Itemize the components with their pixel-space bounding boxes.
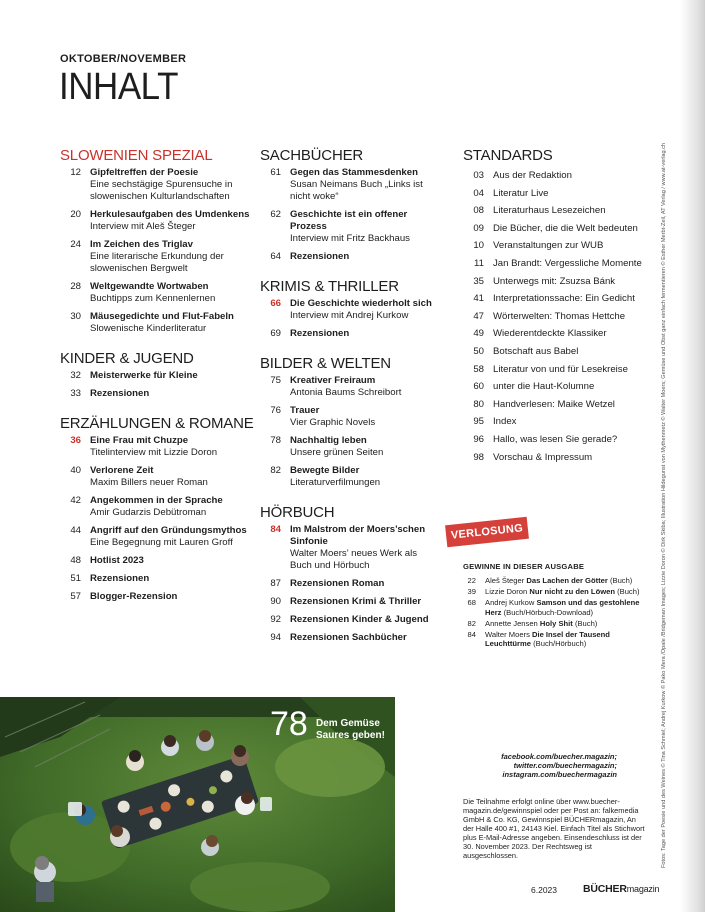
toc-entry[interactable]: [60, 370, 256, 382]
entry-subtitle: Interview mit Fritz Backhaus: [290, 233, 410, 244]
toc-entry[interactable]: [60, 388, 256, 400]
standards-entry[interactable]: [463, 416, 673, 428]
entry-page-number: 69: [270, 328, 281, 339]
toc-section: [260, 147, 438, 263]
issue-number: 6.2023: [531, 885, 557, 895]
standards-page-number: 10: [473, 240, 484, 252]
standards-label: Veranstaltungen zur WUB: [493, 240, 604, 252]
entry-subtitle: Interview mit Aleš Šteger: [90, 221, 196, 232]
entry-subtitle: Interview mit Andrej Kurkow: [290, 310, 409, 321]
standards-label: Handverlesen: Maike Wetzel: [493, 398, 615, 410]
photo-caption-line-2: Saures geben!: [316, 730, 385, 741]
entry-page-number: 12: [70, 167, 81, 178]
entry-page-number: 20: [70, 209, 81, 220]
entry-title: Bewegte Bilder: [290, 465, 360, 476]
giveaway-page-number: 68: [467, 598, 476, 607]
entry-title: Eine Frau mit Chuzpe: [90, 435, 189, 446]
entry-title: Angekommen in der Sprache: [90, 495, 223, 506]
issue-month: OKTOBER/NOVEMBER: [60, 53, 187, 65]
entry-page-number: 90: [270, 596, 281, 607]
standards-entry[interactable]: [463, 346, 673, 358]
toc-section: [260, 278, 438, 340]
giveaway-title: Samson und das gestohlene Herz: [485, 598, 640, 617]
standards-label: Vorschau & Impressum: [493, 451, 593, 463]
page-title: INHALT: [59, 66, 178, 108]
entry-page-number: 75: [270, 375, 281, 386]
entry-page-number: 48: [70, 555, 81, 566]
section-heading: HÖRBUCH: [260, 504, 335, 521]
toc-section: [260, 355, 438, 489]
giveaway-page-number: 84: [467, 629, 476, 639]
giveaway-terms: Die Teilnahme erfolgt online über www.buecher-magazin.de/gewinnspiel oder per Post an: falkemedia GmbH & Co. KG, Gewinnspiel BÜCHERmagazin, An der Halle 400 #1, 24143 Kiel. Einfach Titel als Stichwort plus E-Mail-Adresse angeben. Einsendeschluss ist der 30. November 2023. Der Rechtsweg ist ausgeschlossen.: [463, 797, 645, 860]
entry-page-number: 78: [270, 435, 281, 446]
standards-label: Wiederentdeckte Klassiker: [493, 328, 607, 340]
toc-entry[interactable]: [260, 614, 438, 626]
standards-entry[interactable]: [463, 188, 673, 200]
standards-label: Literatur von und für Lesekreise: [493, 363, 628, 375]
standards-label: Jan Brandt: Vergessliche Momente: [493, 257, 642, 269]
photo-page-number: 78: [270, 705, 308, 743]
standards-page-number: 95: [473, 416, 484, 428]
entry-title: Mäusegedichte und Flut-Fabeln: [90, 311, 234, 322]
entry-title: Weltgewandte Wortwaben: [90, 281, 209, 292]
standards-entry[interactable]: [463, 240, 673, 252]
entry-title: Trauer: [290, 405, 320, 416]
entry-page-number: 51: [70, 573, 81, 584]
giveaway-page-number: 22: [467, 576, 476, 585]
standards-label: Aus der Redaktion: [493, 170, 572, 181]
entry-subtitle: Susan Neimans Buch „Links ist nicht woke“: [290, 179, 423, 202]
entry-page-number: 61: [270, 167, 281, 178]
toc-column-middle: [260, 147, 438, 659]
giveaway-stamp: VERLOSUNG: [445, 517, 529, 547]
entry-page-number: 32: [70, 370, 81, 381]
giveaway-format: (Buch): [609, 576, 633, 585]
entry-title: Rezensionen Roman: [290, 578, 385, 589]
standards-label: unter die Haut-Kolumne: [493, 381, 595, 393]
toc-entry[interactable]: [60, 465, 256, 489]
entry-title: Rezensionen: [290, 328, 350, 339]
standards-entry[interactable]: [463, 223, 673, 235]
giveaway-entry: [463, 587, 643, 597]
toc-section: [260, 504, 438, 644]
entry-subtitle: Unsere grünen Seiten: [290, 447, 384, 458]
giveaway-entry: [463, 598, 643, 617]
standards-page-number: 50: [473, 345, 484, 357]
toc-entry[interactable]: [60, 525, 256, 549]
standards-list: [463, 170, 673, 464]
entry-page-number: 44: [70, 525, 81, 536]
toc-column-standards: [463, 147, 673, 469]
entry-page-number: 87: [270, 578, 281, 589]
entry-page-number: 24: [70, 239, 81, 250]
toc-entry[interactable]: [60, 167, 256, 203]
standards-entry[interactable]: [463, 276, 673, 288]
entry-subtitle: Titelinterview mit Lizzie Doron: [90, 447, 218, 458]
entry-page-number: 57: [70, 591, 81, 602]
giveaway-format: (Buch): [574, 618, 598, 628]
giveaway-entry: [463, 630, 643, 649]
entry-page-number: 92: [270, 614, 281, 625]
giveaway-page-number: 82: [467, 618, 476, 628]
entry-title: Rezensionen Krimi & Thriller: [290, 596, 422, 607]
entry-page-number: 66: [270, 298, 281, 309]
entry-subtitle: Slowenische Kinderliteratur: [90, 323, 207, 334]
entry-title: Geschichte ist ein offener Prozess: [290, 209, 408, 232]
entry-page-number: 40: [70, 465, 81, 476]
standards-entry[interactable]: [463, 364, 673, 376]
entry-title: Hotlist 2023: [90, 555, 144, 566]
toc-entry[interactable]: [60, 573, 256, 585]
toc-entry[interactable]: [260, 596, 438, 608]
standards-label: Index: [493, 416, 517, 428]
entry-title: Rezensionen: [290, 251, 350, 262]
entry-page-number: 82: [270, 465, 281, 476]
standards-label: Die Bücher, die die Welt bedeuten: [493, 222, 638, 234]
entry-title: Gipfeltreffen der Poesie: [90, 167, 199, 178]
toc-entry[interactable]: [260, 298, 438, 322]
entry-page-number: 64: [270, 251, 281, 262]
entry-title: Nachhaltig leben: [290, 435, 367, 446]
entry-title: Gegen das Stammesdenken: [290, 167, 418, 178]
standards-entry[interactable]: [463, 399, 673, 411]
entry-title: Blogger-Rezension: [90, 591, 178, 602]
standards-page-number: 08: [473, 205, 484, 217]
standards-page-number: 80: [473, 398, 484, 410]
toc-entry[interactable]: [260, 209, 438, 245]
standards-entry[interactable]: [463, 328, 673, 340]
entry-subtitle: Amir Gudarzis Debütroman: [90, 507, 207, 518]
photo-caption: [316, 718, 385, 742]
entry-title: Die Geschichte wiederholt sich: [290, 298, 432, 309]
entry-subtitle: Buchtipps zum Kennenlernen: [90, 293, 216, 304]
toc-entry[interactable]: [260, 251, 438, 263]
toc-entry[interactable]: [60, 555, 256, 567]
facebook-link[interactable]: facebook.com/buecher.magazin;: [501, 752, 617, 761]
entry-title: Rezensionen: [90, 573, 150, 584]
section-heading: BILDER & WELTEN: [260, 355, 391, 372]
giveaway-title: Holy Shit: [539, 618, 573, 628]
toc-entry[interactable]: [260, 435, 438, 459]
standards-page-number: 11: [474, 257, 484, 269]
section-heading: KRIMIS & THRILLER: [260, 278, 399, 295]
standards-entry[interactable]: [463, 205, 673, 217]
giveaway-title: Nur nicht zu den Löwen: [529, 587, 615, 596]
twitter-link[interactable]: twitter.com/buechermagazin;: [513, 761, 617, 770]
toc-entry[interactable]: [60, 311, 256, 335]
standards-entry[interactable]: [463, 311, 673, 323]
toc-entry[interactable]: [260, 578, 438, 590]
giveaway-format: (Buch/Hörbuch): [533, 639, 587, 648]
entry-page-number: 36: [70, 435, 81, 446]
brand-name: BÜCHER: [583, 883, 627, 895]
photo-caption-line-1: Dem Gemüse: [316, 718, 380, 729]
standards-entry[interactable]: [463, 293, 673, 305]
toc-entry[interactable]: [260, 524, 438, 572]
social-links: [499, 752, 617, 779]
entry-subtitle: Eine literarische Erkundung der slowenischen Bergwelt: [90, 251, 224, 274]
section-heading-standards: STANDARDS: [463, 147, 553, 164]
giveaway-format: (Buch/Hörbuch-Download): [503, 607, 594, 617]
entry-title: Herkulesaufgaben des Umdenkens: [90, 209, 250, 220]
section-heading: SACHBÜCHER: [260, 147, 364, 164]
standards-label: Hallo, was lesen Sie gerade?: [493, 433, 618, 445]
instagram-link[interactable]: instagram.com/buechermagazin: [502, 770, 617, 779]
giveaway-author: Aleš Šteger: [485, 576, 525, 585]
giveaway-entry: [463, 619, 643, 629]
standards-page-number: 58: [473, 363, 484, 375]
giveaway-author: Lizzie Doron: [485, 587, 528, 596]
entry-subtitle: Antonia Baums Schreibort: [290, 387, 402, 398]
section-heading: ERZÄHLUNGEN & ROMANE: [60, 415, 254, 432]
standards-page-number: 41: [473, 293, 484, 305]
entry-page-number: 94: [270, 632, 281, 643]
toc-entry[interactable]: [60, 591, 256, 603]
giveaway-title: Das Lachen der Götter: [526, 576, 608, 585]
standards-page-number: 47: [473, 310, 484, 322]
standards-page-number: 03: [473, 170, 484, 181]
standards-entry[interactable]: [463, 381, 673, 393]
giveaway-list: [463, 576, 643, 650]
toc-entry[interactable]: [260, 465, 438, 489]
standards-entry[interactable]: [463, 170, 673, 182]
entry-page-number: 84: [270, 524, 281, 535]
entry-page-number: 28: [70, 281, 81, 292]
toc-entry[interactable]: [260, 167, 438, 203]
page-edge-shadow: [680, 0, 705, 912]
giveaway-entry: [463, 576, 643, 586]
section-heading: SLOWENIEN SPEZIAL: [60, 147, 213, 164]
standards-page-number: 60: [473, 381, 484, 393]
standards-label: Botschaft aus Babel: [493, 345, 579, 357]
standards-page-number: 49: [473, 328, 484, 340]
toc-entry[interactable]: [260, 405, 438, 429]
entry-subtitle: Eine Begegnung mit Lauren Groff: [90, 537, 233, 548]
photo-credits: Fotos: Tage der Poesie und des Weines © Tina Schmiel; Andrej Kurkow © Pako Mera /Opale /Bridgeman Images; Lizzie Doron © Dirk Skiba; Illustration Hildegunst von Mythenmetz © Walter Moers; Gemüse und Obst ganz einfach fermentieren © Esther Merbt-Zeil, AT Verlag / www.at-verlag.ch: [661, 142, 667, 868]
standards-entry[interactable]: [463, 434, 673, 446]
standards-page-number: 04: [473, 187, 484, 199]
entry-page-number: 33: [70, 388, 81, 399]
standards-label: Unterwegs mit: Zsuzsa Bánk: [493, 275, 616, 287]
entry-page-number: 62: [270, 209, 281, 220]
toc-section: [60, 350, 256, 400]
entry-page-number: 42: [70, 495, 81, 506]
entry-title: Verlorene Zeit: [90, 465, 154, 476]
entry-title: Rezensionen Kinder & Jugend: [290, 614, 429, 625]
toc-entry[interactable]: [260, 632, 438, 644]
entry-title: Meisterwerke für Kleine: [90, 370, 198, 381]
entry-subtitle: Maxim Billers neuer Roman: [90, 477, 208, 488]
entry-title: Im Malstrom der Moers’schen Sinfonie: [290, 524, 426, 547]
standards-label: Wörterwelten: Thomas Hettche: [493, 310, 626, 322]
giveaway-author: Andrej Kurkow: [485, 598, 535, 607]
toc-entry[interactable]: [60, 239, 256, 275]
standards-entry[interactable]: [463, 258, 673, 270]
entry-page-number: 30: [70, 311, 81, 322]
standards-page-number: 98: [473, 451, 484, 463]
entry-title: Kreativer Freiraum: [290, 375, 376, 386]
entry-title: Im Zeichen des Triglav: [90, 239, 193, 250]
entry-subtitle: Walter Moers’ neues Werk als Buch und Hörbuch: [290, 548, 418, 571]
toc-entry[interactable]: [260, 328, 438, 340]
giveaway-author: Annette Jensen: [485, 618, 538, 628]
toc-entry[interactable]: [260, 375, 438, 399]
toc-entry[interactable]: [60, 209, 256, 233]
brand-suffix: magazin: [626, 884, 660, 894]
entry-title: Rezensionen Sachbücher: [290, 632, 407, 643]
giveaway-title: Die Insel der Tausend Leuchttürme: [485, 629, 610, 648]
standards-page-number: 96: [473, 433, 484, 445]
standards-label: Interpretationssache: Ein Gedicht: [493, 293, 635, 305]
standards-label: Literaturhaus Lesezeichen: [493, 205, 606, 217]
entry-title: Angriff auf den Gründungsmythos: [90, 525, 247, 536]
toc-entry[interactable]: [60, 495, 256, 519]
giveaway-author: Walter Moers: [485, 629, 530, 639]
standards-label: Literatur Live: [493, 187, 549, 199]
standards-page-number: 35: [473, 275, 484, 287]
entry-page-number: 76: [270, 405, 281, 416]
standards-page-number: 09: [473, 222, 484, 234]
section-heading: KINDER & JUGEND: [60, 350, 194, 367]
entry-title: Rezensionen: [90, 388, 150, 399]
entry-subtitle: Vier Graphic Novels: [290, 417, 376, 428]
entry-subtitle: Literaturverfilmungen: [290, 477, 381, 488]
giveaway-heading: GEWINNE IN DIESER AUSGABE: [463, 562, 585, 571]
entry-subtitle: Eine sechstägige Spurensuche in slowenischen Kulturlandschaften: [90, 179, 233, 202]
toc-entry[interactable]: [60, 281, 256, 305]
giveaway-format: (Buch): [617, 587, 640, 596]
brand-logo: [583, 883, 659, 895]
toc-section: [60, 147, 256, 335]
toc-section: [60, 415, 256, 603]
toc-column-left: [60, 147, 256, 618]
toc-entry[interactable]: [60, 435, 256, 459]
standards-entry[interactable]: [463, 452, 673, 464]
giveaway-page-number: 39: [467, 587, 476, 596]
